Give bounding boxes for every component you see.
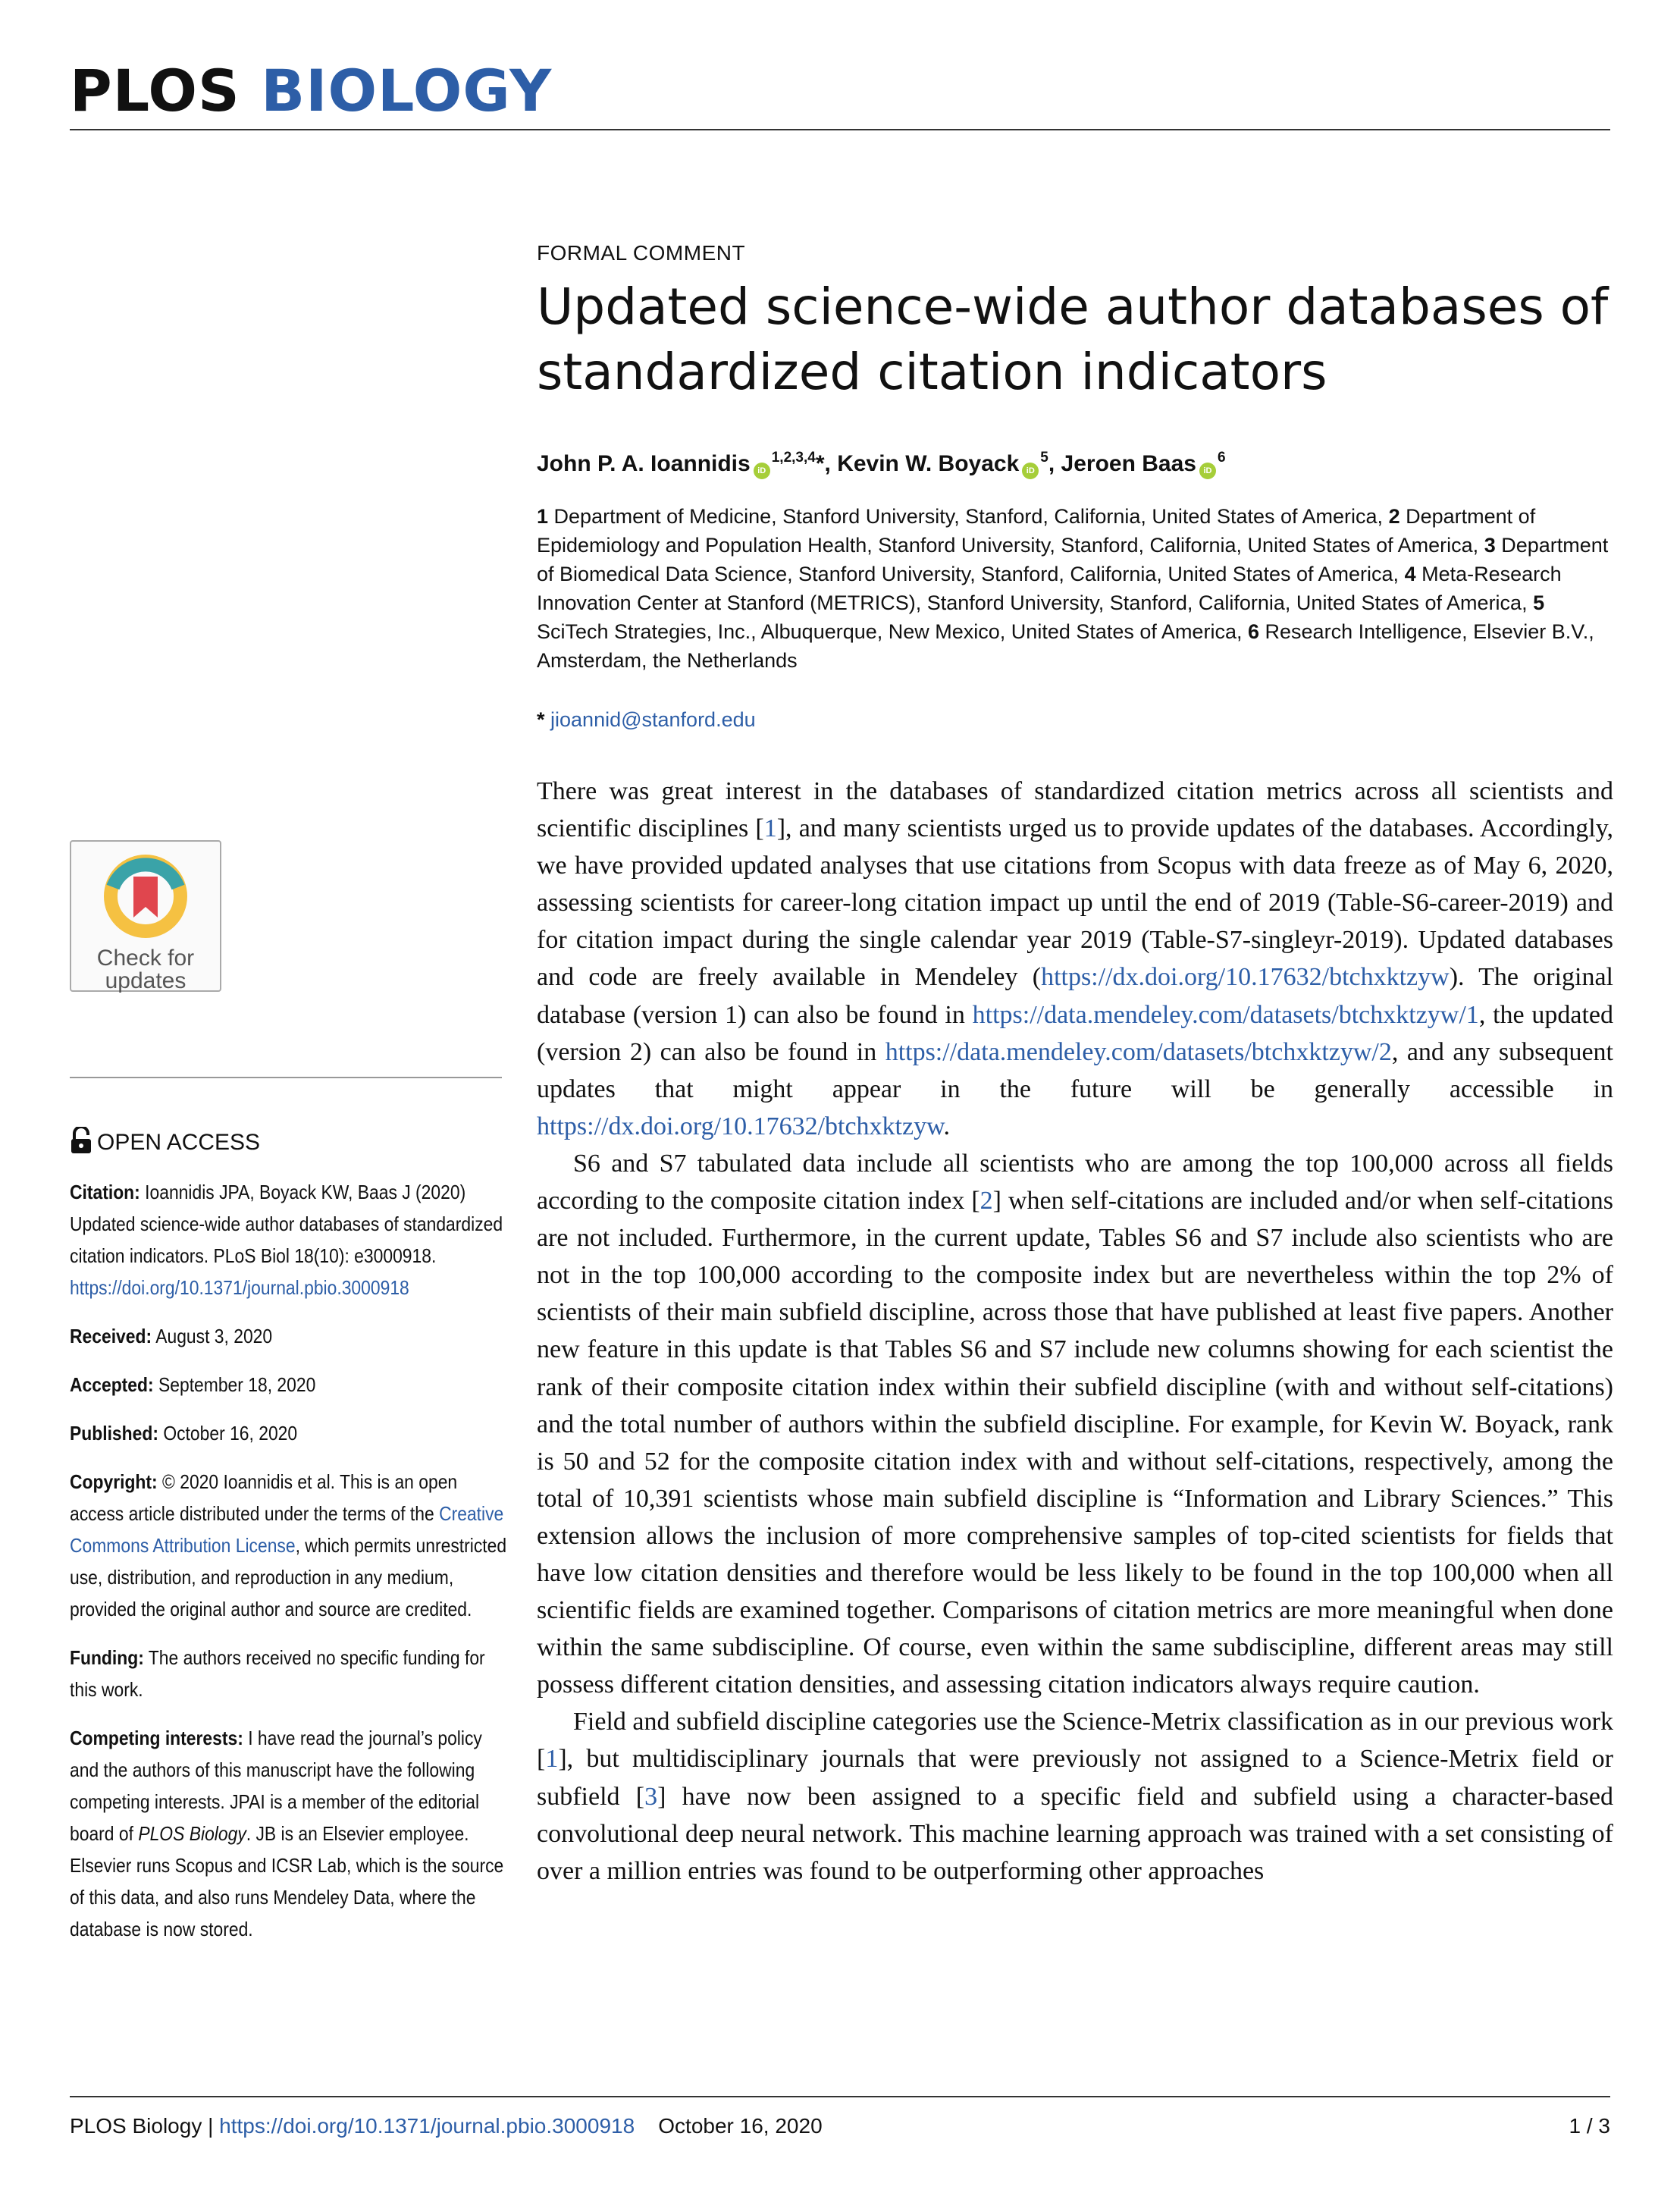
accepted-block xyxy=(70,1369,511,1401)
copyright-label: Copyright: xyxy=(70,1470,158,1493)
article-body xyxy=(537,773,1613,1890)
body-text: . xyxy=(943,1112,950,1140)
open-access-badge xyxy=(70,1127,509,1158)
accepted-label: Accepted: xyxy=(70,1373,154,1396)
doi-link[interactable]: https://dx.doi.org/10.17632/btchxktzyw xyxy=(537,1112,944,1140)
author-affiliation-sup: 5 xyxy=(1040,450,1048,466)
body-paragraph xyxy=(537,1145,1613,1703)
orcid-icon[interactable]: iD xyxy=(1022,463,1039,479)
competing-interests-text-1: I have read the journal’s policy and the authors of this manuscript have the following competing interests. JPAI is a member of the editorial board of xyxy=(70,1727,482,1845)
email-link[interactable]: jioannid@stanford.edu xyxy=(550,708,756,731)
copyright-text-2: , which permits unrestricted use, distribution, and reproduction in any medium, provided the original author and source are credited. xyxy=(70,1534,507,1620)
footer-doi-link[interactable]: https://doi.org/10.1371/journal.pbio.3000918 xyxy=(219,2114,635,2138)
doi-link[interactable]: https://dx.doi.org/10.17632/btchxktzyw xyxy=(1041,963,1450,992)
article-main xyxy=(537,241,1613,1890)
received-block xyxy=(70,1320,511,1352)
copyright-block xyxy=(70,1466,511,1625)
open-lock-icon xyxy=(70,1127,92,1154)
body-text: ], but multidisciplinary journals that were previously not assigned to a Science-Metrix field or subfield [ xyxy=(537,1745,1613,1811)
affiliation-number: 2 xyxy=(1388,505,1400,528)
body-paragraph xyxy=(537,773,1613,1145)
article-info-sidebar xyxy=(70,1127,509,1962)
affiliation-number: 1 xyxy=(537,505,549,528)
body-text: ] when self-citations are included and/or when self-citations are not included. Furthermore, in the current update, Tables S6 and S7 include also scientists who are not in the top 100,000 according to the composite index but are nevertheless within the top 2% of scientists of their main subfield discipline, across those that have published at least five papers. Another new feature in this update is that Tables S6 and S7 include new columns showing for each scientist the rank of their composite citation index within their subfield discipline (with and without self-citations) and the total number of authors within the subfield discipline. For example, for Kevin W. Boyack, rank is 50 and 52 for the composite citation index with and without self-citations, respectively, among the total of 10,391 scientists whose main subfield discipline is “Information and Library Sciences.” This extension allows the inclusion of more comprehensive samples of top-cited scientists for fields that have low citation densities and therefore would be less likely to be found in the top 100,000 when all scientific fields are examined together. Comparisons of citation metrics are more meaningful when done within the same subdiscipline. Of course, even within the same subdiscipline, different areas may still possess different citation densities, and assessing citation indicators always require caution. xyxy=(537,1187,1613,1699)
reference-link[interactable]: 3 xyxy=(644,1782,658,1811)
page-footer xyxy=(70,2096,1610,2138)
funding-text: The authors received no specific funding for this work. xyxy=(70,1646,485,1701)
author-name[interactable]: Jeroen Baas xyxy=(1061,451,1196,476)
accepted-date: September 18, 2020 xyxy=(158,1373,316,1396)
citation-text: Ioannidis JPA, Boyack KW, Baas J (2020) Updated science-wide author databases of standardized citation indicators. PLoS Biol 18(10): e3000918. xyxy=(70,1181,503,1267)
page-number: 1 / 3 xyxy=(1569,2114,1610,2138)
affiliation-text: Department of Epidemiology and Population Health, Stanford University, Stanford, California, United States of America, xyxy=(537,505,1536,557)
footer-separator: | xyxy=(202,2114,220,2138)
published-date: October 16, 2020 xyxy=(163,1422,298,1445)
author-separator: *, xyxy=(815,451,838,476)
article-type: FORMAL COMMENT xyxy=(537,241,746,265)
competing-interests-journal: PLOS Biology xyxy=(138,1822,246,1845)
body-text: ). The original database (version 1) can also be found in xyxy=(537,963,1613,1029)
footer-journal: PLOS Biology xyxy=(70,2114,202,2138)
author-separator: , xyxy=(1048,451,1061,476)
check-for-updates-badge[interactable] xyxy=(70,840,221,992)
mendeley-v2-link[interactable]: https://data.mendeley.com/datasets/btchxktzyw/2 xyxy=(885,1037,1392,1066)
orcid-icon[interactable]: iD xyxy=(1199,463,1216,479)
published-block xyxy=(70,1417,511,1449)
author-list xyxy=(537,443,1613,479)
author-affiliation-sup: 6 xyxy=(1217,450,1226,466)
reference-link[interactable]: 1 xyxy=(545,1745,559,1774)
license-link[interactable]: Creative Commons Attribution License xyxy=(70,1502,504,1557)
journal-logo-plos: PLOS xyxy=(70,57,240,124)
competing-interests-label: Competing interests: xyxy=(70,1727,243,1749)
open-access-label: OPEN ACCESS xyxy=(97,1130,261,1155)
body-text: ] have now been assigned to a specific field and subfield using a character-based convolutional deep neural network. This machine learning approach was trained with a set consisting of over a million entries was found to be outperforming other approaches xyxy=(537,1782,1613,1885)
competing-interests-text-2: . JB is an Elsevier employee. Elsevier runs Scopus and ICSR Lab, which is the source of this data, and also runs Mendeley Data, where the database is now stored. xyxy=(70,1822,504,1940)
received-date: August 3, 2020 xyxy=(155,1325,273,1347)
affiliation-number: 3 xyxy=(1484,534,1496,557)
copyright-text-1: © 2020 Ioannidis et al. This is an open access article distributed under the terms of the xyxy=(70,1470,458,1525)
reference-link[interactable]: 1 xyxy=(763,814,777,843)
body-paragraph xyxy=(537,1703,1613,1889)
journal-header xyxy=(70,53,1610,130)
body-text: , and any subsequent updates that might appear in the future will be generally accessible in xyxy=(537,1037,1613,1103)
author-name[interactable]: John P. A. Ioannidis xyxy=(537,451,751,476)
reference-link[interactable]: 2 xyxy=(979,1187,993,1216)
competing-interests-block xyxy=(70,1722,511,1945)
affiliation-number: 6 xyxy=(1247,620,1260,643)
body-text: ], and many scientists urged us to provide updates of the databases. Accordingly, we have provided updated analyses that use citations from Scopus with data freeze as of May 6, 2020, assessing scientists for career-long citation impact up until the end of 2019 (Table-S6-career-2019) and for citation impact during the single calendar year 2019 (Table-S7-singleyr-2019). Updated databases and code are freely available in Mendeley ( xyxy=(537,814,1613,992)
published-label: Published: xyxy=(70,1422,158,1445)
body-text: , the updated (version 2) can also be found in xyxy=(537,1000,1613,1066)
funding-block xyxy=(70,1642,511,1705)
body-text: There was great interest in the databases of standardized citation metrics across all scientists and scientific disciplines [ xyxy=(537,777,1613,843)
mendeley-v1-link[interactable]: https://data.mendeley.com/datasets/btchxktzyw/1 xyxy=(972,1000,1479,1029)
sidebar-divider xyxy=(70,1077,502,1078)
orcid-icon[interactable]: iD xyxy=(754,463,770,479)
journal-logo-biology: BIOLOGY xyxy=(261,57,553,124)
citation-doi-link[interactable]: https://doi.org/10.1371/journal.pbio.3000918 xyxy=(70,1276,409,1299)
footer-date: October 16, 2020 xyxy=(658,2114,823,2138)
affiliation-text: Research Intelligence, Elsevier B.V., Amsterdam, the Netherlands xyxy=(537,620,1594,672)
corresponding-email xyxy=(537,708,1613,732)
check-for-updates-icon xyxy=(100,851,191,942)
affiliation-text: Department of Medicine, Stanford University, Stanford, California, United States of America, xyxy=(553,505,1384,528)
affiliation-text: Meta-Research Innovation Center at Stanford (METRICS), Stanford University, Stanford, California, United States of America, xyxy=(537,563,1562,614)
received-label: Received: xyxy=(70,1325,152,1347)
affiliation-number: 4 xyxy=(1404,563,1416,585)
affiliation-number: 5 xyxy=(1533,591,1545,614)
author-name[interactable]: Kevin W. Boyack xyxy=(837,451,1020,476)
affiliation-text: Department of Biomedical Data Science, Stanford University, Stanford, California, United States of America, xyxy=(537,534,1609,585)
corresponding-star: * xyxy=(537,708,545,731)
author-affiliation-sup: 1,2,3,4 xyxy=(771,450,816,466)
citation-label: Citation: xyxy=(70,1181,140,1203)
article-title: Updated science-wide author databases of standardized citation indicators xyxy=(537,278,1609,401)
affiliation-list xyxy=(537,502,1613,675)
citation-block xyxy=(70,1176,511,1303)
journal-logo[interactable] xyxy=(70,53,552,129)
check-for-updates-label: Check for updates xyxy=(96,946,195,993)
body-text: Field and subfield discipline categories use the Science-Metrix classification as in our previous work [ xyxy=(537,1708,1613,1774)
affiliation-text: SciTech Strategies, Inc., Albuquerque, New Mexico, United States of America, xyxy=(537,620,1243,643)
funding-label: Funding: xyxy=(70,1646,144,1669)
body-text: S6 and S7 tabulated data include all scientists who are among the top 100,000 across all fields according to the composite citation index [ xyxy=(537,1149,1613,1216)
